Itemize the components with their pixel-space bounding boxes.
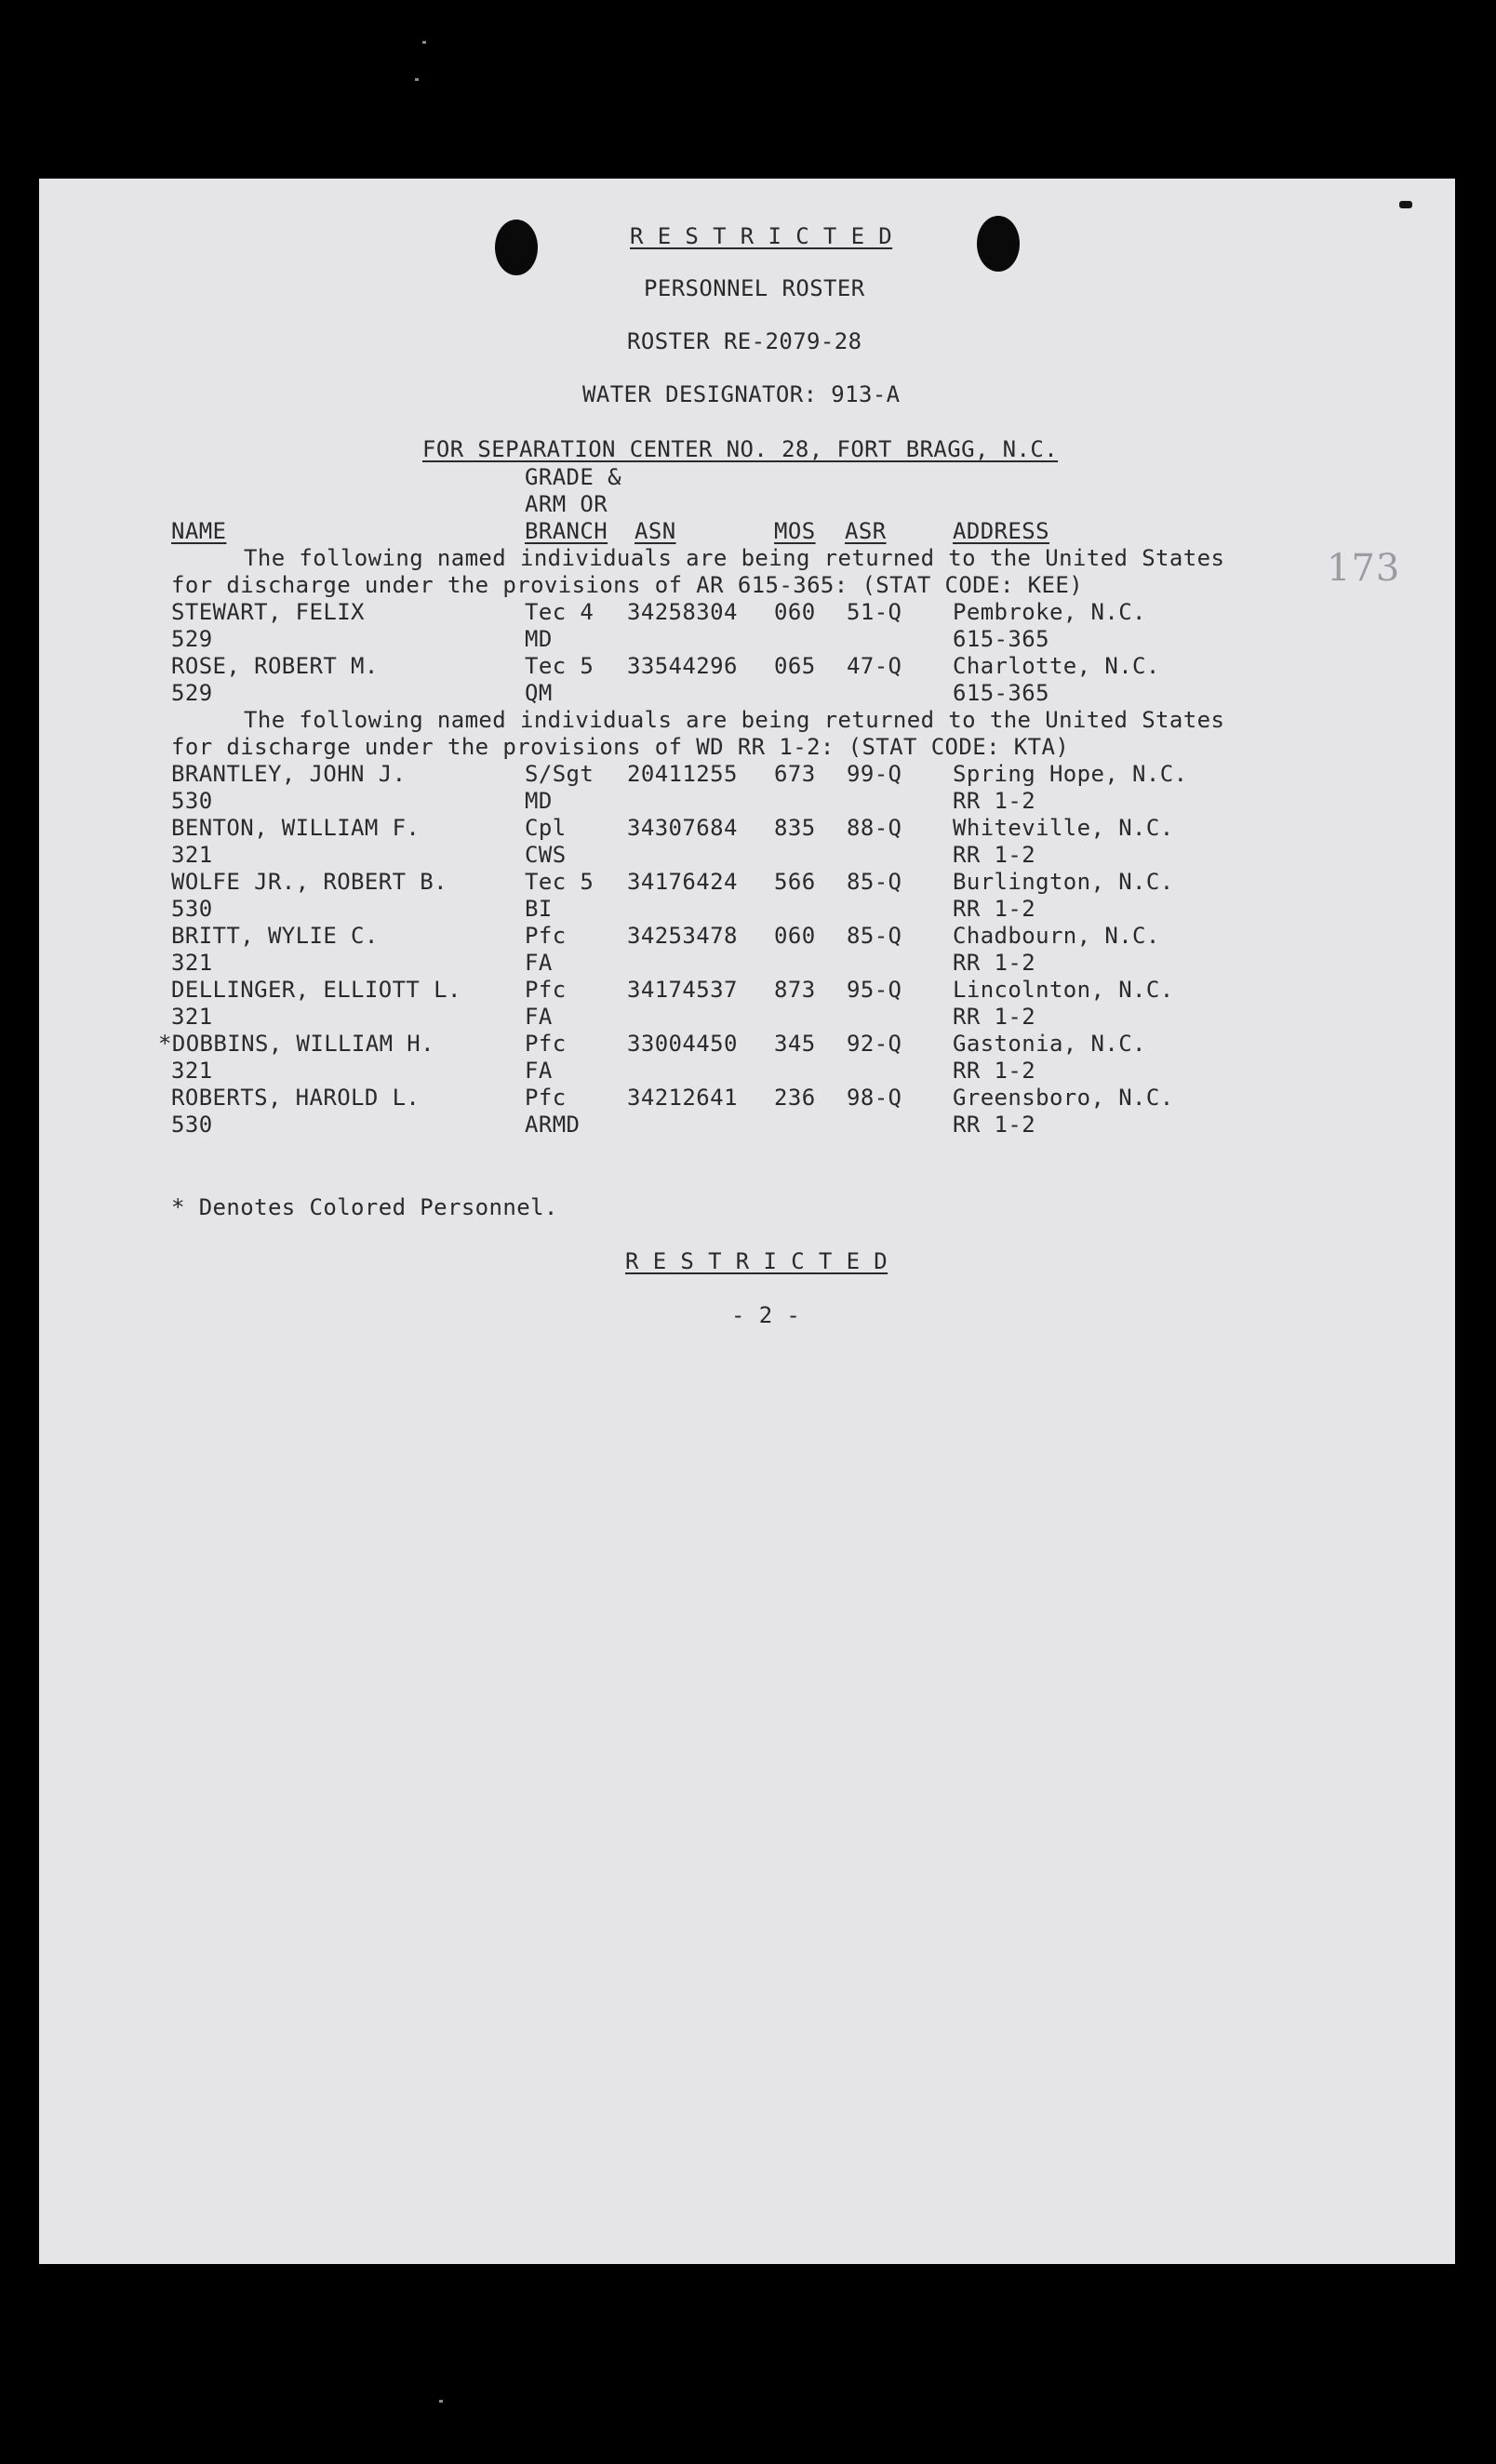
col-header-asn: ASN (634, 518, 676, 544)
group1-intro-line1: The following named individuals are being returned to the United States (244, 545, 1225, 571)
page-stamp-number: 173 (1327, 547, 1401, 590)
group1-intro-line2: for discharge under the provisions of AR 615-365: (STAT CODE: KEE) (171, 572, 1084, 598)
record-asr: 85-Q (847, 869, 902, 895)
record-address: Greensboro, N.C. (953, 1085, 1174, 1111)
record-authority: 615-365 (953, 626, 1049, 652)
record-address: Spring Hope, N.C. (953, 761, 1188, 787)
record-authority: RR 1-2 (953, 896, 1036, 922)
record-authority: 615-365 (953, 680, 1049, 706)
record-mos: 673 (774, 761, 816, 787)
record-grade: Pfc (525, 977, 567, 1003)
record-branch: BI (525, 896, 553, 922)
record-name: STEWART, FELIX (171, 599, 365, 625)
separation-center-line: FOR SEPARATION CENTER NO. 28, FORT BRAGG, N.C. (422, 436, 1059, 462)
record-mos: 065 (774, 653, 816, 679)
record-grade: Tec 4 (525, 599, 594, 625)
record-code: 529 (171, 626, 213, 652)
record-grade: Pfc (525, 1085, 567, 1111)
record-asr: 98-Q (847, 1085, 902, 1111)
record-name: WOLFE JR., ROBERT B. (171, 869, 447, 895)
record-asn: 34253478 (627, 923, 738, 949)
record-branch: CWS (525, 842, 567, 868)
record-address: Chadbourn, N.C. (953, 923, 1160, 949)
record-mos: 345 (774, 1031, 816, 1057)
col-header-name: NAME (171, 518, 227, 544)
record-asr: 92-Q (847, 1031, 902, 1057)
record-asn: 34212641 (627, 1085, 738, 1111)
record-grade: Pfc (525, 923, 567, 949)
record-name: BRANTLEY, JOHN J. (171, 761, 407, 787)
record-branch: FA (525, 950, 553, 976)
roster-number: ROSTER RE-2079-28 (627, 328, 862, 354)
record-grade: Tec 5 (525, 869, 594, 895)
col-header-arm: ARM OR (525, 491, 608, 517)
record-name: ROBERTS, HAROLD L. (171, 1085, 421, 1111)
classification-footer: R E S T R I C T E D (625, 1248, 888, 1274)
record-code: 529 (171, 680, 213, 706)
record-asr: 51-Q (847, 599, 902, 625)
record-branch: ARMD (525, 1112, 581, 1138)
record-mos: 060 (774, 923, 816, 949)
record-asn: 20411255 (627, 761, 738, 787)
record-asn: 34174537 (627, 977, 738, 1003)
record-name: BENTON, WILLIAM F. (171, 815, 421, 841)
record-branch: QM (525, 680, 553, 706)
group2-intro-line1: The following named individuals are being returned to the United States (244, 707, 1225, 733)
col-header-grade: GRADE & (525, 464, 621, 490)
col-header-address: ADDRESS (953, 518, 1049, 544)
record-authority: RR 1-2 (953, 788, 1036, 814)
record-address: Pembroke, N.C. (953, 599, 1146, 625)
record-asr: 47-Q (847, 653, 902, 679)
water-designator: WATER DESIGNATOR: 913-A (582, 381, 901, 407)
record-asn: 34176424 (627, 869, 738, 895)
col-header-branch: BRANCH (525, 518, 608, 544)
col-header-asr: ASR (845, 518, 887, 544)
record-mos: 835 (774, 815, 816, 841)
record-asn: 33544296 (627, 653, 738, 679)
record-code: 530 (171, 896, 213, 922)
record-mos: 236 (774, 1085, 816, 1111)
record-branch: FA (525, 1004, 553, 1030)
record-branch: MD (525, 626, 553, 652)
record-grade: Cpl (525, 815, 567, 841)
record-mos: 566 (774, 869, 816, 895)
page-number: - 2 - (731, 1302, 801, 1328)
record-authority: RR 1-2 (953, 1112, 1036, 1138)
punch-hole-right (977, 216, 1020, 272)
record-asr: 85-Q (847, 923, 902, 949)
record-asr: 99-Q (847, 761, 902, 787)
record-name: *DOBBINS, WILLIAM H. (158, 1031, 434, 1057)
record-asn: 34258304 (627, 599, 738, 625)
corner-mark (1399, 201, 1412, 208)
record-code: 321 (171, 1004, 213, 1030)
document-title: PERSONNEL ROSTER (644, 275, 865, 301)
record-authority: RR 1-2 (953, 950, 1036, 976)
record-branch: MD (525, 788, 553, 814)
record-authority: RR 1-2 (953, 1058, 1036, 1084)
record-mos: 060 (774, 599, 816, 625)
record-name: BRITT, WYLIE C. (171, 923, 379, 949)
record-address: Burlington, N.C. (953, 869, 1174, 895)
record-code: 321 (171, 950, 213, 976)
record-authority: RR 1-2 (953, 842, 1036, 868)
record-address: Lincolnton, N.C. (953, 977, 1174, 1003)
footnote: * Denotes Colored Personnel. (171, 1194, 558, 1220)
record-asn: 33004450 (627, 1031, 738, 1057)
record-asr: 88-Q (847, 815, 902, 841)
record-asn: 34307684 (627, 815, 738, 841)
record-name: ROSE, ROBERT M. (171, 653, 379, 679)
record-address: Gastonia, N.C. (953, 1031, 1146, 1057)
record-code: 321 (171, 1058, 213, 1084)
col-header-mos: MOS (774, 518, 816, 544)
group2-intro-line2: for discharge under the provisions of WD RR 1-2: (STAT CODE: KTA) (171, 734, 1070, 760)
record-address: Whiteville, N.C. (953, 815, 1174, 841)
punch-hole-left (495, 220, 538, 275)
record-branch: FA (525, 1058, 553, 1084)
classification-header: R E S T R I C T E D (630, 223, 893, 249)
record-name: DELLINGER, ELLIOTT L. (171, 977, 461, 1003)
record-code: 530 (171, 788, 213, 814)
record-grade: Tec 5 (525, 653, 594, 679)
record-mos: 873 (774, 977, 816, 1003)
record-grade: S/Sgt (525, 761, 594, 787)
record-address: Charlotte, N.C. (953, 653, 1160, 679)
record-authority: RR 1-2 (953, 1004, 1036, 1030)
record-code: 530 (171, 1112, 213, 1138)
record-grade: Pfc (525, 1031, 567, 1057)
record-code: 321 (171, 842, 213, 868)
record-asr: 95-Q (847, 977, 902, 1003)
document-page (39, 179, 1455, 2264)
